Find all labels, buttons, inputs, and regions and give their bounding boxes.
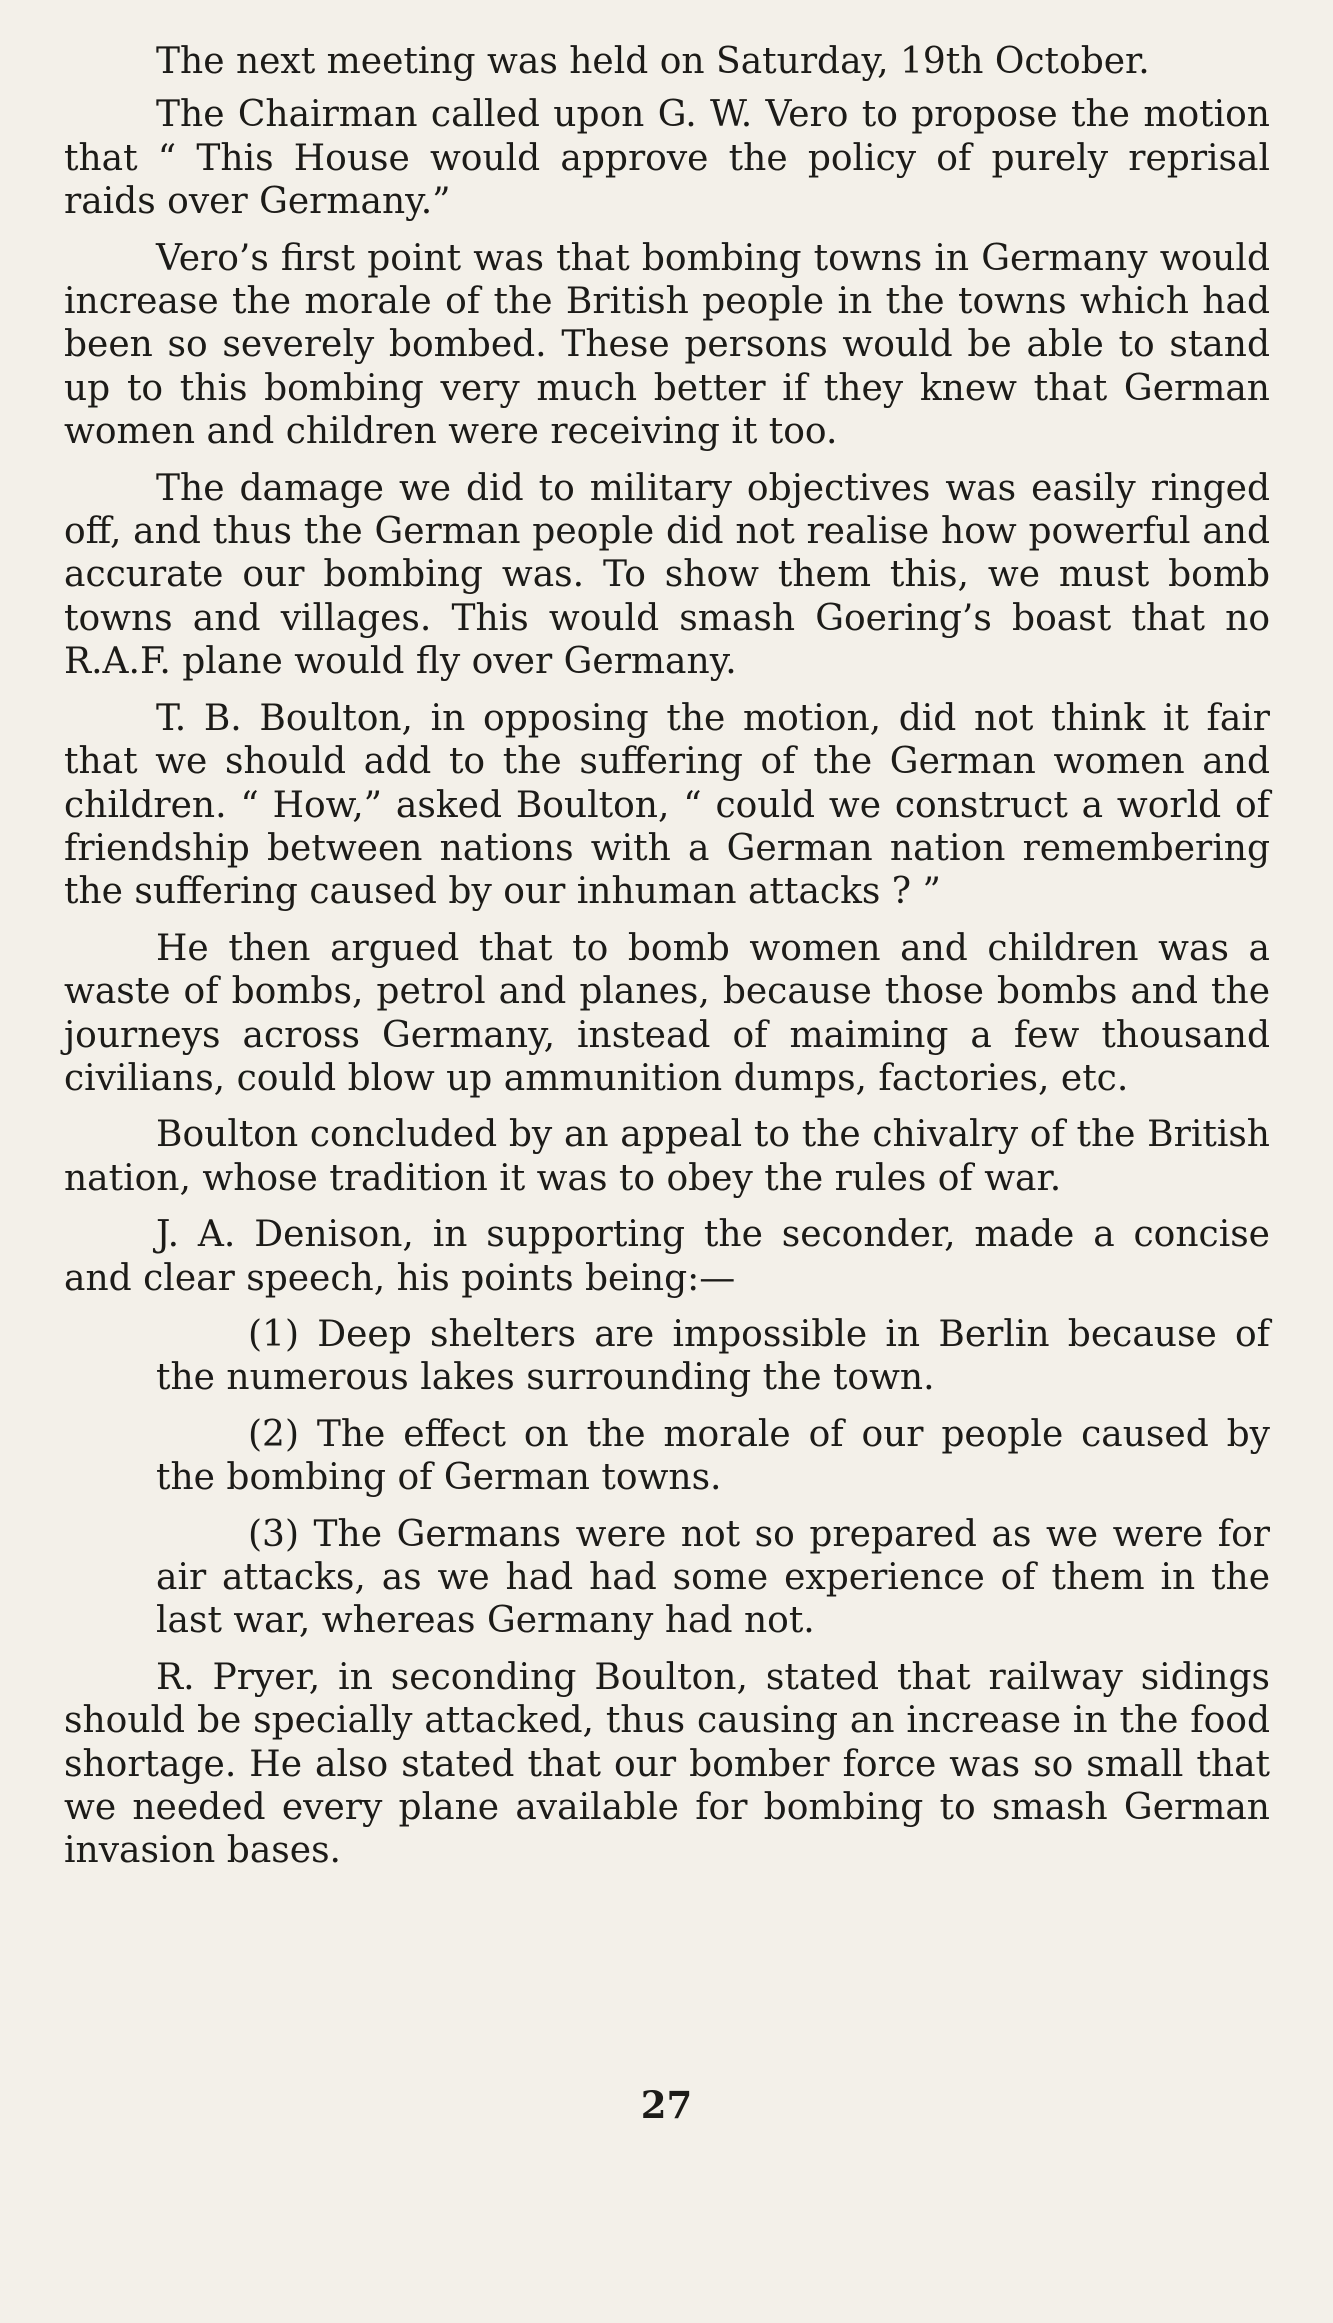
point-effect-on-morale: (2) The effect on the morale of our people caused by the bombing of German towns. bbox=[156, 1413, 1270, 1499]
page-number: 27 bbox=[640, 2083, 693, 2127]
paragraph-boulton-opposing: T. B. Boulton, in opposing the motion, did not think it fair that we should add to the suffering of the German women and children. “ How,” asked Boulton, “ could we construct a world of friendship between nations with a German nation remembering the suffering caused by our inhuman attacks ? ” bbox=[64, 697, 1270, 913]
paragraph-denison-supporting: J. A. Denison, in supporting the seconder, made a concise and clear speech, his points being:— bbox=[64, 1214, 1270, 1299]
page-body bbox=[64, 40, 1270, 1886]
paragraph-pryer-seconding: R. Pryer, in seconding Boulton, stated that railway sidings should be specially attacked, thus causing an increase in the food shortage. He also stated that our bomber force was so small that we needed every plane available for bombing to smash German invasion bases. bbox=[64, 1656, 1270, 1872]
paragraph-boulton-concluded: Boulton concluded by an appeal to the chivalry of the British nation, whose tradition it was to obey the rules of war. bbox=[64, 1114, 1270, 1199]
point-deep-shelters: (1) Deep shelters are impossible in Berlin because of the numerous lakes surrounding the town. bbox=[156, 1313, 1270, 1399]
paragraph-waste-of-bombs: He then argued that to bomb women and children was a waste of bombs, petrol and planes, because those bombs and the journeys across Germany, instead of maiming a few thousand civilians, could blow up ammunition dumps, factories, etc. bbox=[64, 927, 1270, 1099]
paragraph-chairman-motion: The Chairman called upon G. W. Vero to propose the motion that “ This House would approve the policy of purely reprisal raids over Germany.” bbox=[64, 94, 1270, 223]
paragraph-vero-first-point: Vero’s first point was that bombing towns in Germany would increase the morale of the British people in the towns which had been so severely bombed. These persons would be able to stand up to this bombing very much better if they knew that German women and children were receiving it too. bbox=[64, 237, 1270, 453]
paragraph-next-meeting: The next meeting was held on Saturday, 19th October. bbox=[156, 41, 1150, 82]
paragraph-damage-objectives: The damage we did to military objectives was easily ringed off, and thus the German people did not realise how powerful and accurate our bombing was. To show them this, we must bomb towns and villages. This would smash Goering’s boast that no R.A.F. plane would fly over Germany. bbox=[64, 467, 1270, 683]
point-germans-not-prepared: (3) The Germans were not so prepared as we were for air attacks, as we had had some experience of them in the last war, whereas Germany had not. bbox=[156, 1513, 1270, 1642]
